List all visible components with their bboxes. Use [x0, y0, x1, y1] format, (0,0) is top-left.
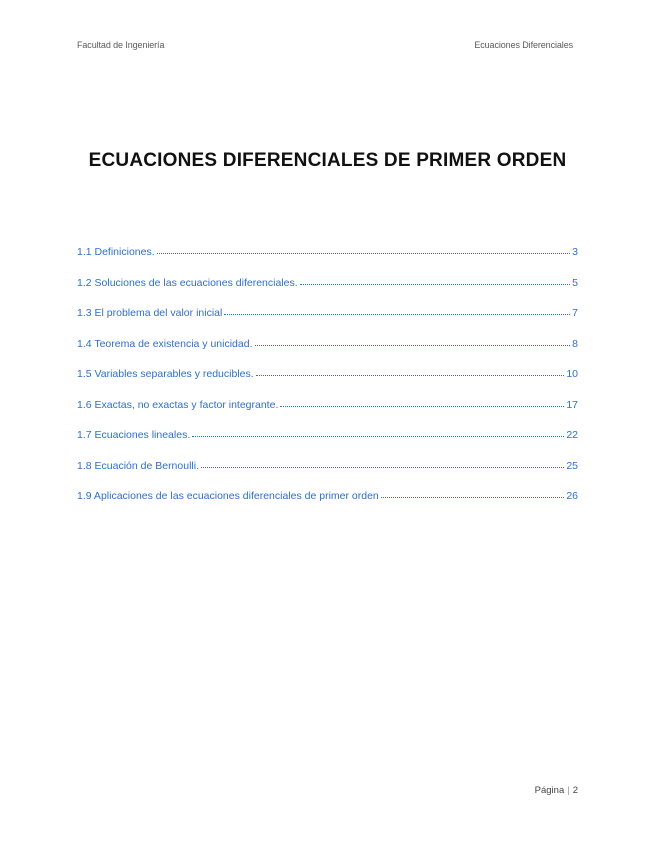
toc-entry-1-5[interactable] [77, 362, 578, 380]
toc-dot-leader [300, 284, 571, 285]
toc-entry-1-1[interactable] [77, 240, 578, 258]
toc-entry-title: 1.6 Exactas, no exactas y factor integrante. [77, 398, 279, 411]
toc-entry-page: 5 [572, 276, 578, 289]
toc-dot-leader [201, 467, 564, 468]
footer-page-number: 2 [572, 785, 578, 796]
toc-entry-title: 1.2 Soluciones de las ecuaciones diferenciales. [77, 276, 298, 289]
toc-entry-page: 3 [572, 246, 578, 258]
toc-entry-title: 1.9 Aplicaciones de las ecuaciones diferenciales de primer orden [77, 490, 379, 502]
header-left: Facultad de Ingeniería [77, 40, 165, 50]
toc-dot-leader [280, 406, 564, 407]
table-of-contents [77, 240, 578, 515]
toc-dot-leader [192, 436, 564, 437]
toc-entry-title: 1.7 Ecuaciones lineales. [77, 429, 191, 441]
toc-entry-1-4[interactable] [77, 332, 578, 350]
page-title: ECUACIONES DIFERENCIALES DE PRIMER ORDEN [88, 150, 567, 171]
toc-entry-page: 26 [566, 490, 578, 502]
toc-entry-page: 25 [566, 459, 578, 472]
toc-entry-page: 8 [572, 337, 578, 350]
toc-entry-title: 1.4 Teorema de existencia y unicidad. [77, 337, 253, 350]
toc-entry-1-8[interactable] [77, 454, 578, 472]
toc-entry-1-3[interactable] [77, 301, 578, 319]
toc-entry-page: 10 [566, 368, 578, 380]
toc-entry-title: 1.1 Definiciones. [77, 246, 155, 258]
footer-separator: | [567, 785, 570, 796]
toc-dot-leader [224, 314, 570, 315]
toc-entry-page: 22 [566, 429, 578, 441]
toc-entry-title: 1.3 El problema del valor inicial [77, 307, 223, 319]
toc-dot-leader [157, 253, 571, 254]
toc-entry-1-6[interactable] [77, 393, 578, 411]
toc-entry-1-2[interactable] [77, 271, 578, 289]
toc-entry-page: 7 [572, 307, 578, 319]
toc-entry-1-7[interactable] [77, 423, 578, 441]
toc-entry-title: 1.8 Ecuación de Bernoulli. [77, 459, 199, 472]
toc-dot-leader [381, 497, 565, 498]
toc-entry-title: 1.5 Variables separables y reducibles. [77, 368, 254, 380]
toc-entry-page: 17 [566, 398, 578, 411]
header-right: Ecuaciones Diferenciales [474, 40, 573, 50]
toc-dot-leader [255, 345, 571, 346]
page-footer [535, 785, 578, 796]
toc-entry-1-9[interactable] [77, 484, 578, 502]
footer-page-label: Página [534, 785, 565, 796]
toc-dot-leader [256, 375, 565, 376]
